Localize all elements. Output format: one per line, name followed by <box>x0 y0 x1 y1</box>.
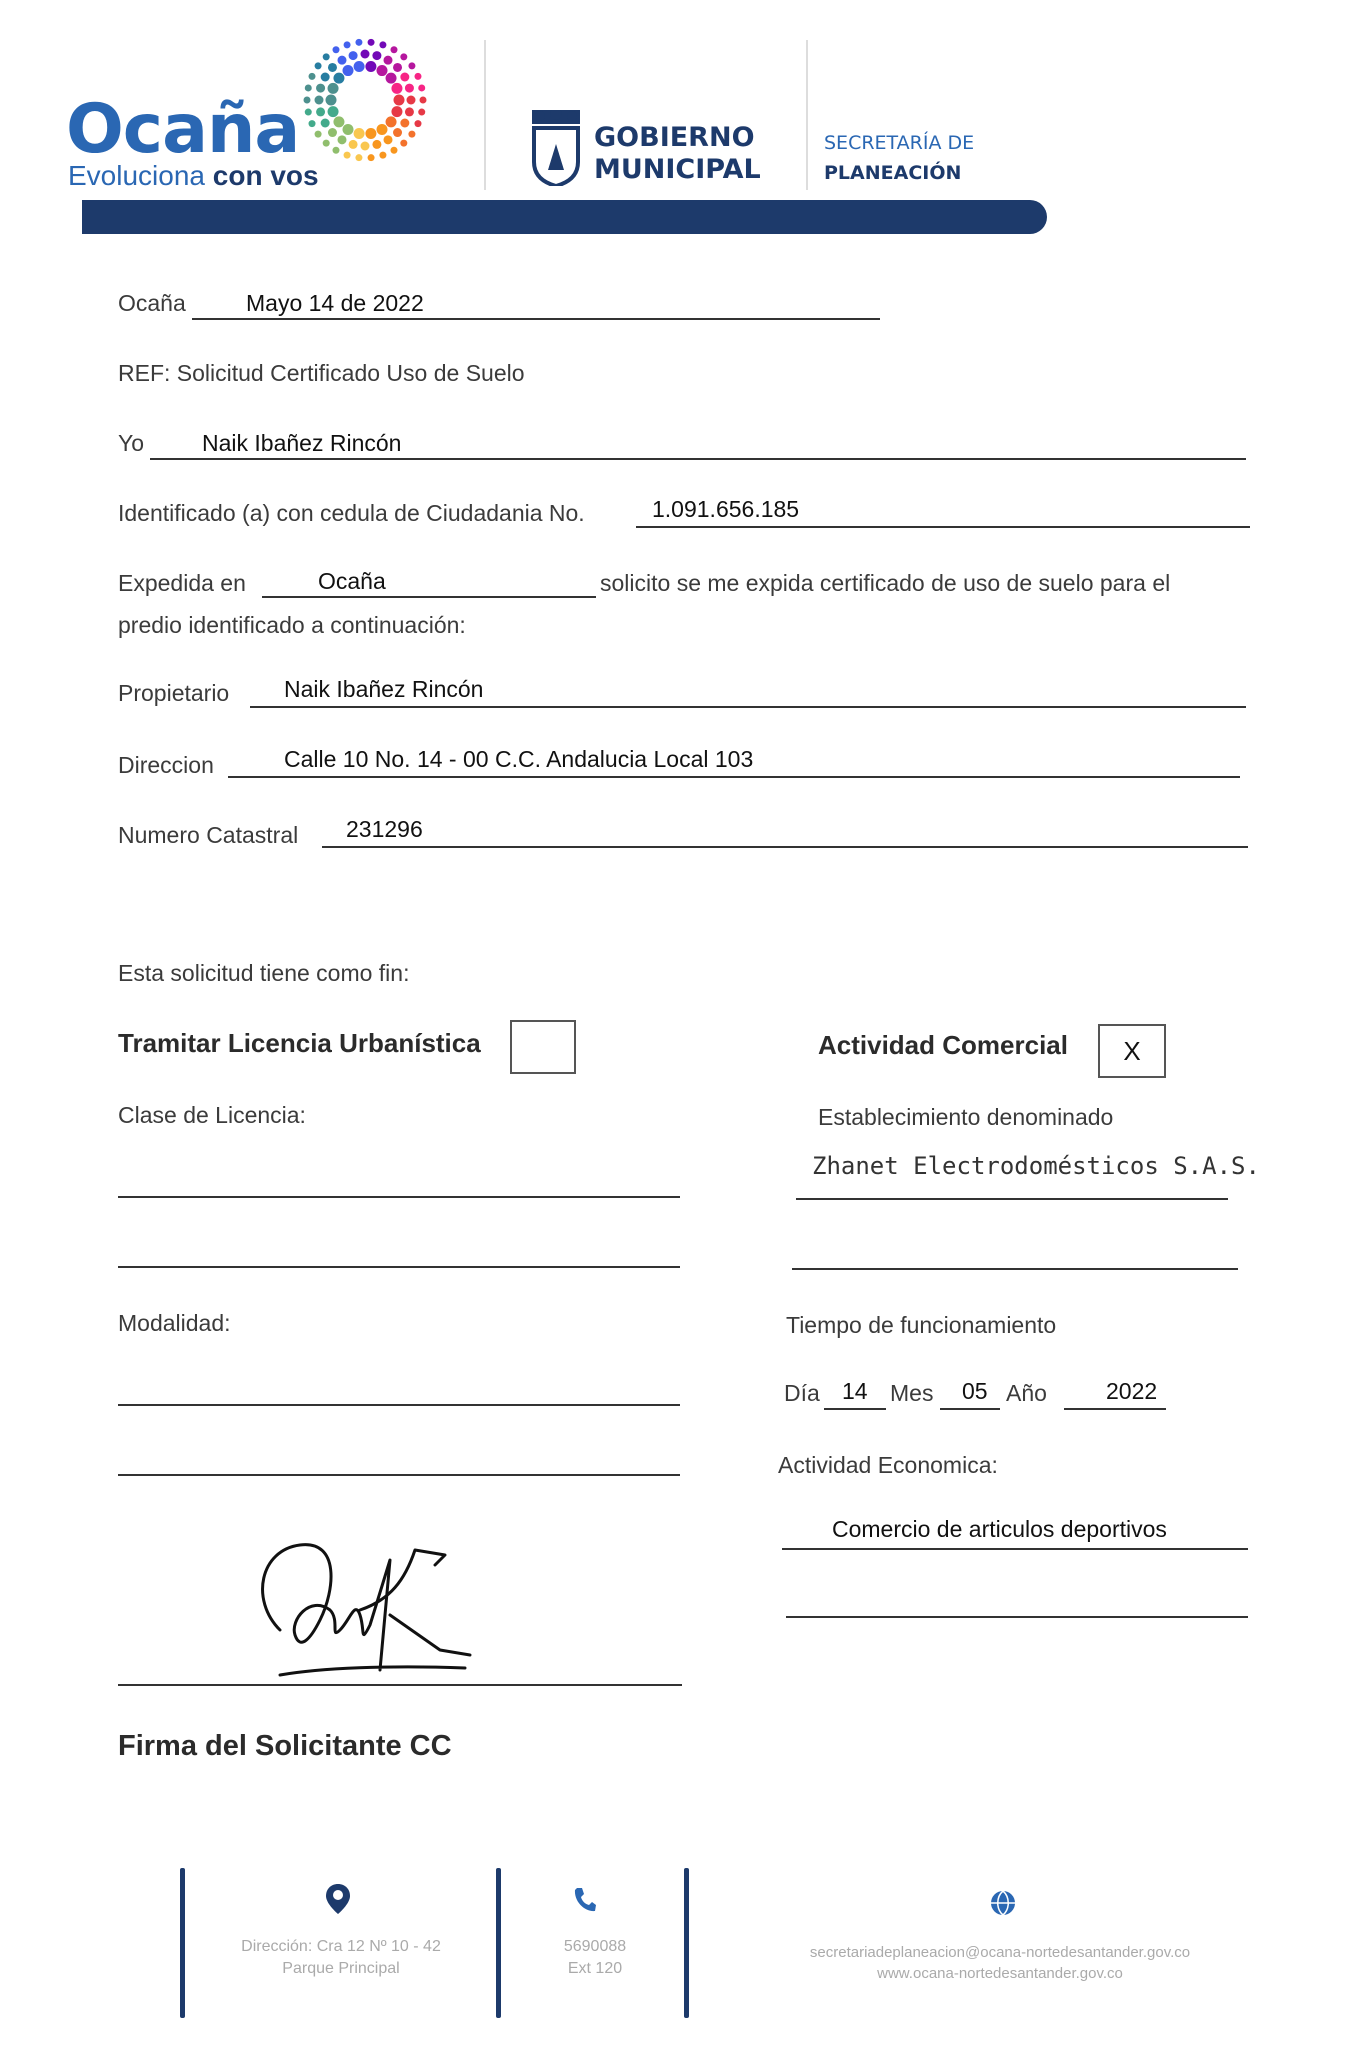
mes-value: 05 <box>962 1378 988 1404</box>
direccion-line <box>228 776 1240 778</box>
brand-logo <box>66 90 299 169</box>
phone-icon <box>572 1886 596 1914</box>
dia-label: Día <box>784 1380 820 1406</box>
comercial-label: Actividad Comercial <box>818 1030 1068 1060</box>
expedida-label: Expedida en <box>118 570 246 596</box>
mes-label: Mes <box>890 1380 934 1406</box>
ref-text: REF: Solicitud Certificado Uso de Suelo <box>118 360 525 386</box>
tramitar-label: Tramitar Licencia Urbanística <box>118 1028 481 1058</box>
signature <box>240 1500 480 1700</box>
establecimiento-label: Establecimiento denominado <box>818 1104 1114 1130</box>
dia-line <box>824 1408 886 1410</box>
propietario-line <box>250 706 1246 708</box>
comercial-checkbox[interactable] <box>1098 1024 1166 1078</box>
footer-bar-2 <box>496 1868 501 2018</box>
footer-address: Dirección: Cra 12 Nº 10 - 42 Parque Principal <box>241 1938 441 1978</box>
catastral-value: 231296 <box>346 816 423 842</box>
solicito-text: solicito se me expida certificado de uso de suelo para el <box>600 570 1171 596</box>
header-band <box>82 200 1047 234</box>
catastral-label: Numero Catastral <box>118 822 299 848</box>
date-line <box>192 318 880 320</box>
brand-tagline: Evoluciona con vos <box>68 160 319 191</box>
brand-name: Ocaña <box>66 90 300 169</box>
establecimiento-value: Zhanet Electrodomésticos S.A.S. <box>812 1152 1260 1180</box>
expedida-line <box>262 596 596 598</box>
propietario-label: Propietario <box>118 680 230 706</box>
globe-icon <box>990 1890 1016 1916</box>
date-value: Mayo 14 de 2022 <box>246 290 424 316</box>
yo-line <box>150 458 1246 460</box>
actividad-line-1 <box>782 1548 1248 1550</box>
color-burst-icon <box>290 30 440 170</box>
fin-label: Esta solicitud tiene como fin: <box>118 960 410 986</box>
yo-value: Naik Ibañez Rincón <box>202 430 402 456</box>
catastral-line <box>322 846 1248 848</box>
direccion-value: Calle 10 No. 14 - 00 C.C. Andalucia Local 103 <box>284 746 754 772</box>
mes-line <box>940 1408 1000 1410</box>
expedida-value: Ocaña <box>318 568 386 594</box>
id-label: Identificado (a) con cedula de Ciudadania No. <box>118 500 585 526</box>
secretaria-title: SECRETARÍA DE PLANEACIÓN <box>824 132 975 184</box>
establecimiento-line-1 <box>796 1198 1228 1200</box>
predio-text: predio identificado a continuación: <box>118 612 466 638</box>
dia-value: 14 <box>842 1378 868 1404</box>
anio-value: 2022 <box>1106 1378 1158 1404</box>
location-pin-icon <box>326 1884 350 1914</box>
footer-phone: 5690088 Ext 120 <box>563 1938 627 1978</box>
modalidad-line-2 <box>118 1474 680 1476</box>
id-value: 1.091.656.185 <box>652 496 800 522</box>
comercial-check-mark: X <box>1123 1035 1141 1066</box>
yo-label: Yo <box>118 430 145 456</box>
actividad-line-2 <box>786 1616 1248 1618</box>
gov-title: GOBIERNO MUNICIPAL <box>594 122 761 185</box>
id-line <box>636 526 1250 528</box>
propietario-value: Naik Ibañez Rincón <box>284 676 484 702</box>
modalidad-line-1 <box>118 1404 680 1406</box>
firma-label: Firma del Solicitante CC <box>118 1730 452 1762</box>
actividad-label: Actividad Economica: <box>778 1452 998 1478</box>
signature-line <box>118 1684 682 1686</box>
footer-bar-1 <box>180 1868 185 2018</box>
modalidad-label: Modalidad: <box>118 1310 231 1336</box>
clase-label: Clase de Licencia: <box>118 1102 306 1128</box>
clase-line-2 <box>118 1266 680 1268</box>
anio-line <box>1064 1408 1166 1410</box>
divider-2 <box>806 40 808 190</box>
establecimiento-line-2 <box>792 1268 1238 1270</box>
footer-web: secretariadeplaneacion@ocana-nortedesantander.gov.co www.ocana-nortedesantander.gov.co <box>809 1944 1191 1982</box>
divider-1 <box>484 40 486 190</box>
footer-bar-3 <box>684 1868 689 2018</box>
actividad-value: Comercio de articulos deportivos <box>832 1516 1167 1542</box>
anio-label: Año <box>1006 1380 1047 1406</box>
direccion-label: Direccion <box>118 752 214 778</box>
tiempo-label: Tiempo de funcionamiento <box>786 1312 1057 1338</box>
tramitar-checkbox[interactable] <box>510 1020 576 1074</box>
header <box>0 0 1350 250</box>
coat-of-arms-icon <box>528 110 584 186</box>
funcionamiento-date <box>784 1380 1184 1414</box>
city-label: Ocaña <box>118 290 186 316</box>
clase-line-1 <box>118 1196 680 1198</box>
